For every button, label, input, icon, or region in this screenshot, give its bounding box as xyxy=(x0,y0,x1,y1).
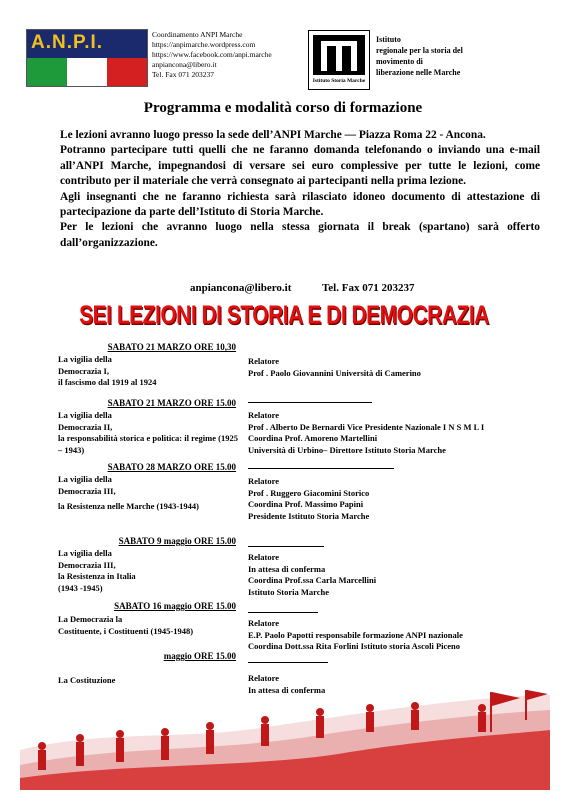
lesson-date: SABATO 16 maggio ORE 15.00 xyxy=(114,601,236,611)
contact-line-1: Coordinamento ANPI Marche xyxy=(152,30,243,39)
speaker-line: Università di Urbino– Direttore Istituto Storia Marche xyxy=(248,444,446,455)
topic-line: il fascismo dal 1919 al 1924 xyxy=(58,377,157,387)
separator xyxy=(248,468,394,469)
topic-line: (1943 -1945) xyxy=(58,582,103,593)
speaker-line: In attesa di conferma xyxy=(248,563,326,574)
lesson-date: maggio ORE 15.00 xyxy=(163,651,236,661)
lesson-date: SABATO 28 MARZO ORE 15.00 xyxy=(107,462,236,472)
lesson-speaker xyxy=(248,356,548,379)
speaker-line: Prof . Paolo Giovannini Università di Camerino xyxy=(248,367,421,378)
contact-line xyxy=(190,282,442,294)
intro-text xyxy=(60,128,540,251)
speaker-line: Relatore xyxy=(248,552,279,562)
lesson-date: SABATO 21 MARZO ORE 15.00 xyxy=(107,398,236,408)
separator xyxy=(248,662,328,663)
speaker-line: Coordina Prof.ssa Carla Marcellini xyxy=(248,575,377,585)
anpi-logo-text: A.N.P.I. xyxy=(31,32,104,53)
topic-line: la responsabilità storica e politica: il regime (1925 – 1943) xyxy=(58,433,238,455)
topic-line: Democrazia I, xyxy=(58,365,109,376)
speaker-line: Istituto Storia Marche xyxy=(248,586,330,597)
page-title: Programma e modalità corso di formazione xyxy=(143,100,423,116)
lesson-date: SABATO 9 maggio ORE 15.00 xyxy=(118,536,236,546)
topic-line: la Resistenza in Italia xyxy=(58,571,136,581)
speaker-line: Relatore xyxy=(248,410,279,420)
lesson-topic xyxy=(58,474,208,513)
intro-paragraph: Per le lezioni che avranno luogo nella stessa giornata il break (spartano) sarà offerto dall’organizzazione. xyxy=(60,221,540,249)
ism-line-2: regionale per la storia del xyxy=(376,46,463,55)
ism-line-1: Istituto xyxy=(376,35,401,44)
contact-phone: Tel. Fax 071 203237 xyxy=(321,282,415,294)
lesson-speaker xyxy=(248,476,548,522)
lesson-topic xyxy=(58,614,238,637)
intro-paragraph: Potranno partecipare tutti quelli che ne faranno domanda telefonando o inviando una e-mail all’ANPI Marche, impegnandosi di versare sei euro complessive per tutte le lezioni, come contributo per il materiale che verrà consegnato ai partecipanti nella prima lezione. xyxy=(60,144,540,188)
ism-line-3: movimento di xyxy=(376,57,423,66)
topic-line: Democrazia III, xyxy=(58,559,116,570)
ism-description xyxy=(376,34,496,78)
separator xyxy=(248,546,324,547)
contact-email: anpiancona@libero.it xyxy=(190,282,292,294)
contact-line-4: anpiancona@libero.it xyxy=(152,60,217,69)
ism-logo xyxy=(308,30,370,90)
banner-title: SEI LEZIONI DI STORIA E DI DEMOCRAZIA xyxy=(79,301,489,330)
lesson-topic xyxy=(58,548,238,594)
topic-line: Costituente, i Costituenti (1945-1948) xyxy=(58,625,194,636)
topic-line: La Costituzione xyxy=(58,675,116,685)
speaker-line: In attesa di conferma xyxy=(248,684,326,695)
lesson-speaker xyxy=(248,410,548,456)
contact-line-2: https://anpimarche.wordpress.com xyxy=(152,40,256,49)
anpi-contacts xyxy=(152,30,302,80)
lesson-speaker xyxy=(248,618,548,653)
speaker-line: Coordina Prof. Massimo Papini xyxy=(248,499,364,509)
topic-line: la Resistenza nelle Marche (1943-1944) xyxy=(58,501,200,511)
speaker-line: Relatore xyxy=(248,618,279,628)
speaker-line: E.P. Paolo Papotti responsabile formazione ANPI nazionale xyxy=(248,629,463,640)
intro-paragraph: Le lezioni avranno luogo presso la sede dell’ANPI Marche — Piazza Roma 22 - Ancona. xyxy=(60,129,486,141)
speaker-line: Presidente Istituto Storia Marche xyxy=(248,510,370,521)
speaker-line: Prof . Alberto De Bernardi Vice Presidente Nazionale I N S M L I xyxy=(248,421,485,432)
topic-line: La vigilia della xyxy=(58,410,112,420)
speaker-line: Relatore xyxy=(248,476,279,486)
ism-logo-caption: Istituto Storia Marche xyxy=(312,78,366,84)
partisans-silhouette-illustration xyxy=(20,690,550,790)
lesson-topic xyxy=(58,410,238,456)
contact-line-5: Tel. Fax 071 203237 xyxy=(152,70,214,79)
intro-paragraph: Agli insegnanti che ne faranno richiesta sarà rilasciato idoneo documento di attestazione di partecipazione da parte dell’Istituto di Storia Marche. xyxy=(60,190,540,219)
speaker-line: Relatore xyxy=(248,673,279,683)
lesson-topic xyxy=(58,675,238,687)
speaker-line: Relatore xyxy=(248,356,279,366)
speaker-line: Prof . Ruggero Giacomini Storico xyxy=(248,487,370,498)
topic-line: La vigilia della xyxy=(58,548,112,558)
lesson-date: SABATO 21 MARZO ORE 10,30 xyxy=(107,342,236,352)
topic-line: Democrazia III, xyxy=(58,485,116,496)
ism-line-4: liberazione nelle Marche xyxy=(376,68,461,77)
speaker-line: Coordina Dott.ssa Rita Forlini Istituto storia Ascoli Piceno xyxy=(248,641,461,651)
contact-line-3: https://www.facebook.com/anpi.marche xyxy=(152,50,272,59)
topic-line: Democrazia II, xyxy=(58,421,113,432)
topic-line: La vigilia della xyxy=(58,354,112,364)
topic-line: La vigilia della xyxy=(58,474,112,484)
topic-line: La Democrazia la xyxy=(58,614,123,624)
anpi-logo xyxy=(26,29,148,87)
lesson-topic xyxy=(58,354,238,389)
lesson-speaker xyxy=(248,552,548,598)
speaker-line: Coordina Prof. Amoreno Martellini xyxy=(248,433,378,443)
separator xyxy=(248,612,318,613)
separator xyxy=(248,402,372,403)
